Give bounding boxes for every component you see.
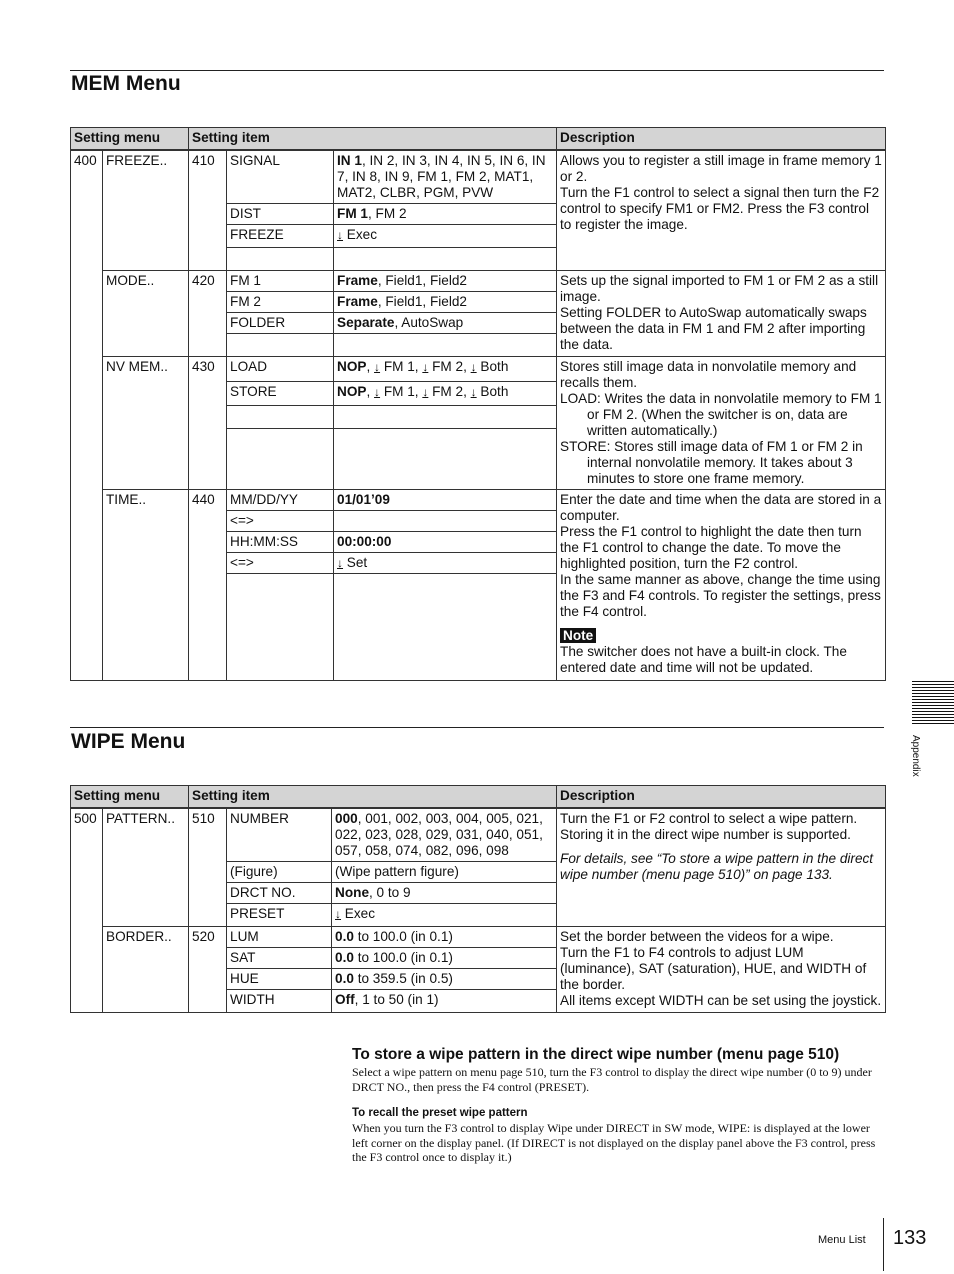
arrow-down-icon: ↓ — [470, 384, 477, 399]
description-text: Setting FOLDER to AutoSwap automatically swaps between the data in FM 1 and FM 2 after importing the data. — [560, 305, 867, 352]
sub-code: 420 — [189, 271, 227, 357]
page-number: 133 — [893, 1227, 927, 1249]
item-values — [334, 313, 557, 334]
description-cell — [557, 808, 886, 927]
item-name: STORE — [227, 381, 334, 406]
description-cell — [557, 927, 886, 1013]
item-name: LUM — [227, 927, 332, 948]
menu-name: MODE.. — [103, 271, 189, 357]
default-value: 0.0 — [335, 971, 354, 986]
option-value: FM 2, — [428, 383, 471, 399]
action-value: Set — [346, 555, 368, 570]
item-name: HUE — [227, 969, 332, 990]
option-values: to 100.0 (in 0.1) — [353, 929, 453, 944]
mem-title-rule — [70, 70, 884, 71]
option-values: to 100.0 (in 0.1) — [353, 950, 453, 965]
description-text: Enter the date and time when the data are stored in a computer. — [560, 492, 882, 523]
empty-cell — [334, 429, 557, 490]
item-values — [334, 150, 557, 204]
item-name: WIDTH — [227, 990, 332, 1013]
option-values: , 1 to 50 (in 1) — [354, 992, 439, 1007]
arrow-down-icon: ↓ — [337, 556, 344, 570]
store-wipe-text: Select a wipe pattern on menu page 510, turn the F3 control to display the direct wipe number (0 to 9) under DRCT NO., then press the F4 control (PRESET). — [352, 1065, 872, 1094]
default-value: Frame — [337, 294, 378, 309]
default-value: IN 1 — [337, 153, 362, 168]
default-value: Off — [335, 992, 355, 1007]
item-values — [332, 883, 557, 904]
option-value: Both — [476, 359, 509, 374]
arrow-down-icon: ↓ — [337, 228, 344, 242]
arrow-down-icon: ↓ — [374, 384, 381, 399]
item-name: MM/DD/YY — [227, 490, 334, 511]
description-reference: For details, see “To store a wipe pattern in the direct wipe number (menu page 510)” on page 133. — [560, 851, 874, 882]
header-description: Description — [557, 786, 886, 809]
description-text: LOAD: Writes the data in nonvolatile memory to FM 1 or FM 2. (When the switcher is on, data are written automatically.) — [560, 391, 882, 438]
action-value: Exec — [346, 227, 378, 242]
default-value: Frame — [337, 273, 378, 288]
table-header-row — [71, 786, 886, 809]
mem-menu-table — [70, 127, 886, 681]
default-value: Separate — [337, 315, 395, 330]
option-values: , 0 to 9 — [369, 885, 411, 900]
menu-code: 400 — [71, 150, 103, 681]
option-value: FM 1, — [380, 359, 423, 374]
item-name: SIGNAL — [227, 150, 334, 204]
wipe-menu-title: WIPE Menu — [71, 730, 186, 753]
item-values — [334, 532, 557, 553]
menu-name: BORDER.. — [103, 927, 189, 1013]
option-values: , FM 2 — [367, 206, 407, 221]
recall-wipe-text: When you turn the F3 control to display Wipe under DIRECT in SW mode, WIPE: is displayed at the lower left corner on the display panel. (If DIRECT is not displayed on the display panel above the F3 control, press the F3 control once to display it.) — [352, 1121, 876, 1165]
item-name: FM 1 — [227, 271, 334, 292]
table-row — [71, 808, 886, 862]
table-row — [71, 150, 886, 204]
store-wipe-heading: To store a wipe pattern in the direct wipe number (menu page 510) — [352, 1046, 840, 1063]
table-row — [71, 490, 886, 511]
sub-code: 510 — [189, 808, 227, 927]
item-values — [334, 357, 557, 382]
description-text: Turn the F1 or F2 control to select a wipe pattern. Storing it in the direct wipe number is supported. — [560, 811, 858, 842]
item-values — [332, 969, 557, 990]
item-values — [334, 271, 557, 292]
default-value: 00:00:00 — [337, 534, 392, 549]
action-value: Exec — [344, 906, 376, 921]
header-description: Description — [557, 128, 886, 151]
table-row — [71, 927, 886, 948]
item-values — [332, 948, 557, 969]
option-value: Both — [476, 383, 509, 399]
item-values — [334, 225, 557, 248]
default-value: 01/01’09 — [337, 492, 390, 507]
description-text: STORE: Stores still image data of FM 1 or FM 2 in internal nonvolatile memory. It takes about 3 minutes to store one frame memory. — [560, 439, 863, 486]
sub-code: 430 — [189, 357, 227, 490]
header-setting-menu: Setting menu — [71, 786, 189, 809]
arrow-down-icon: ↓ — [422, 360, 429, 374]
option-values: , IN 2, IN 3, IN 4, IN 5, IN 6, IN 7, IN 8, IN 9, FM 1, FM 2, MAT1, MAT2, CLBR, PGM, PVW — [337, 153, 546, 200]
menu-code: 500 — [71, 808, 103, 1013]
wipe-title-rule — [70, 727, 884, 728]
option-values: , 001, 002, 003, 004, 005, 021, 022, 023, 028, 029, 031, 040, 051, 057, 058, 074, 082, 096, 098 — [335, 811, 543, 858]
item-name: PRESET — [227, 904, 332, 927]
default-value: NOP — [337, 383, 367, 399]
header-setting-menu: Setting menu — [71, 128, 189, 151]
arrow-down-icon: ↓ — [335, 907, 342, 921]
item-values — [332, 990, 557, 1013]
item-values — [334, 204, 557, 225]
description-text: Set the border between the videos for a wipe. — [560, 929, 834, 944]
empty-cell — [334, 248, 557, 271]
default-value: 0.0 — [335, 929, 354, 944]
option-values: , Field1, Field2 — [377, 294, 467, 309]
description-text: All items except WIDTH can be set using the joystick. — [560, 993, 882, 1008]
sub-code: 410 — [189, 150, 227, 271]
default-value: 000 — [335, 811, 358, 826]
item-name: DIST — [227, 204, 334, 225]
empty-cell — [227, 248, 334, 271]
recall-wipe-heading: To recall the preset wipe pattern — [352, 1107, 528, 1119]
sub-code: 520 — [189, 927, 227, 1013]
item-name: <=> — [227, 553, 334, 574]
table-row — [71, 357, 886, 382]
note-badge: Note — [560, 628, 596, 643]
wipe-menu-table — [70, 785, 886, 1013]
section-tab-marker — [912, 681, 954, 724]
item-values — [332, 808, 557, 862]
empty-cell — [227, 406, 334, 429]
footer-section-name: Menu List — [818, 1234, 866, 1246]
default-value: NOP — [337, 359, 367, 374]
item-values — [334, 553, 557, 574]
item-values: (Wipe pattern figure) — [332, 862, 557, 883]
item-name: (Figure) — [227, 862, 332, 883]
item-values — [334, 292, 557, 313]
sub-code: 440 — [189, 490, 227, 681]
option-value: FM 2, — [428, 359, 471, 374]
default-value: None — [335, 885, 369, 900]
default-value: 0.0 — [335, 950, 354, 965]
description-cell — [557, 150, 886, 271]
empty-cell — [227, 429, 334, 490]
menu-name: PATTERN.. — [103, 808, 189, 927]
item-name: FOLDER — [227, 313, 334, 334]
menu-name: FREEZE.. — [103, 150, 189, 271]
header-setting-item: Setting item — [189, 786, 557, 809]
option-values: , AutoSwap — [394, 315, 464, 330]
option-values: , Field1, Field2 — [377, 273, 467, 288]
section-tab-label: Appendix — [910, 735, 921, 777]
description-text: Press the F1 control to highlight the date then turn the F1 control to change the date. To move the highlighted position, turn the F2 control. — [560, 524, 862, 571]
description-text: Turn the F1 to F4 controls to adjust LUM (luminance), SAT (saturation), HUE, and WIDTH of the border. — [560, 945, 867, 992]
item-name: HH:MM:SS — [227, 532, 334, 553]
footer-divider — [883, 1218, 884, 1271]
separator: , — [366, 383, 375, 399]
empty-cell — [227, 334, 334, 357]
menu-name: NV MEM.. — [103, 357, 189, 490]
description-text: Turn the F1 control to select a signal then turn the F2 control to specify FM1 or FM2. Press the F3 control to register the image. — [560, 185, 880, 232]
empty-cell — [334, 511, 557, 532]
empty-cell — [334, 334, 557, 357]
table-row — [71, 271, 886, 292]
item-values — [334, 381, 557, 406]
arrow-down-icon: ↓ — [470, 360, 477, 374]
item-values — [332, 904, 557, 927]
item-name: FM 2 — [227, 292, 334, 313]
item-name: DRCT NO. — [227, 883, 332, 904]
description-text: In the same manner as above, change the time using the F3 and F4 controls. To register the settings, press the F4 control. — [560, 572, 881, 619]
table-header-row — [71, 128, 886, 151]
arrow-down-icon: ↓ — [374, 360, 381, 374]
option-value: FM 1, — [380, 383, 423, 399]
description-text: Stores still image data in nonvolatile memory and recalls them. — [560, 359, 857, 390]
item-values — [334, 490, 557, 511]
option-values: to 359.5 (in 0.5) — [353, 971, 453, 986]
description-cell — [557, 357, 886, 490]
description-cell — [557, 271, 886, 357]
item-name: FREEZE — [227, 225, 334, 248]
note-text: The switcher does not have a built-in clock. The entered date and time will not be updated. — [560, 644, 847, 675]
item-name: <=> — [227, 511, 334, 532]
item-name: SAT — [227, 948, 332, 969]
header-setting-item: Setting item — [189, 128, 557, 151]
arrow-down-icon: ↓ — [422, 384, 429, 399]
mem-menu-title: MEM Menu — [71, 72, 181, 95]
item-values — [332, 927, 557, 948]
description-text: Allows you to register a still image in frame memory 1 or 2. — [560, 153, 882, 184]
separator: , — [366, 359, 375, 374]
item-name: LOAD — [227, 357, 334, 382]
description-text: Sets up the signal imported to FM 1 or FM 2 as a still image. — [560, 273, 879, 304]
menu-name: TIME.. — [103, 490, 189, 681]
item-name: NUMBER — [227, 808, 332, 862]
empty-cell — [334, 406, 557, 429]
description-cell — [557, 490, 886, 681]
empty-cell — [227, 574, 334, 681]
empty-cell — [334, 574, 557, 681]
default-value: FM 1 — [337, 206, 368, 221]
